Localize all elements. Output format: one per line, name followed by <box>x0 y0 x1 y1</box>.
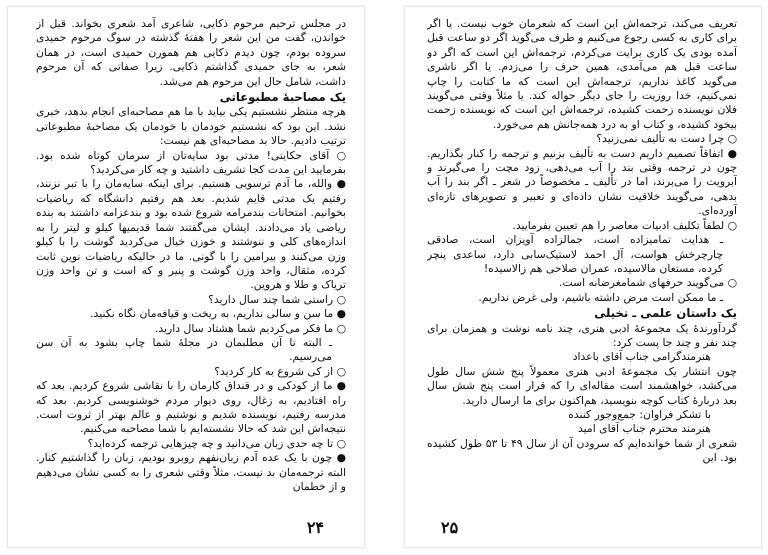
letter-signature: با تشکر فراوان: جمع‌وجور کننده <box>568 407 711 421</box>
letter-salutation: هنرمندگرامی جناب آقای باعداد <box>572 350 711 364</box>
dialogue-line: ● ما سن و سالی نداریم، به ریخت و قیافه‌مان نگاه نکنید. <box>90 307 346 321</box>
paragraph: تعریف می‌کند، ترجمه‌اش این است که شعرمان خوب نیست. یا اگر برای کاری به کسی رجوع می‌کنیم و طرف می‌گوید اگر دو ساعت قبل آمده بودی یک کاری برایت می‌کردم، ترجمه‌اش این است که اگر دو ساعت قبل هم می‌آمدی، همین حرف را می‌زدم. یا اگر ناشری می‌گوید کاغذ نداریم، ترجمه‌اش این است که ما کتابت را چاپ نمی‌کنیم، خدا روزیت را جای دیگر حواله کند. یا مثلاً وقتی می‌گویند فلان نویسنده زحمت کشیده، ترجمه‌اش این است که نویسنده زحمت بیخود کشیده، و کتاب او به درد همه‌جانش هم می‌خورد. <box>427 17 737 131</box>
page-number: ۲۴ <box>306 518 324 537</box>
dialogue-line: ○ ما فکر می‌کردیم شما هشتاد سال دارید. <box>154 321 346 335</box>
dialogue-line: ○ از کی شروع به کار کردید؟ <box>214 364 346 378</box>
paragraph: گردآورندهٔ یک مجموعهٔ ادبی هنری، چند نامه نوشت و همزمان برای چند نفر و چند جا پست کرد: <box>427 321 737 349</box>
paragraph: در مجلس ترحیم مرحوم ذکایی، شاعری آمد شعری بخواند. قبل از خواندن، گفت من این شعر را هفتهٔ گذشته در سوگ مرحوم حمیدی سروده بودم، چون دیدم ذکایی هم همورن حمیدی است، در همان شعر، به جای حمیدی گذاشتم ذکایی. زیرا صفاتی که آن مرحوم داشت، شامل حال این مرحوم هم می‌شد. <box>36 17 346 88</box>
dialogue-line: ○ آقای حکایتی! مدتی بود سایه‌تان از سرمان کوتاه شده بود. بفرمایید این مدت کجا تشریف داشتید و چه کار می‌کردید؟ <box>36 148 346 177</box>
section-heading: یک مصاحبهٔ مطبوعاتی <box>219 90 346 105</box>
paragraph: هرچه منتظر نشستیم یکی بیاید با ما هم مصاحبه‌ای انجام بدهد، خبری نشد. این بود که نشستیم خودمان با خودمان یک مصاحبهٔ مطبوعاتی ترتیب دادیم. حالا بد مصاحبه‌ای هم نیست: <box>36 105 346 148</box>
letter-salutation: هنرمند محترم جناب آقای امید <box>578 422 711 436</box>
dialogue-line: ـ ما ممکن است مرض داشته باشیم، ولی غرض نداریم. <box>478 290 723 304</box>
paragraph: شعری از شما خوانده‌ایم که سرودن آن از سال ۴۹ تا ۵۳ طول کشیده بود. این <box>427 436 737 465</box>
dialogue-line: ● ما از کودکی و در قنداق کارمان را با نقاشی شروع کردیم. بعد که راه افتادیم، به زغال، روی دیوار مردم خوشنویسی کردیم. بعد که مدرسه رفتیم، نویسنده شدیم و نوشتیم و عالم بهتر از ثروت است. نتیجه‌اش این شد که حالا نشسته‌ایم با شما مصاحبه می‌کنیم. <box>36 379 346 436</box>
right-page <box>404 6 762 548</box>
left-page <box>7 6 365 548</box>
dialogue-line: ○ چرا دست به تألیف نمی‌زنید؟ <box>596 132 737 146</box>
paragraph: چون انتشار یک مجموعهٔ ادبی هنری معمولاً پنج شش سال طول می‌کشد، خواهشمند است مقاله‌ای را که قرار است پنج شش سال بعد دربارهٔ کتاب کوچه بنویسید، هم‌اکنون برای ما ارسال دارید. <box>427 364 737 407</box>
dialogue-line: ● اتفاقاً تصمیم داریم دست به تألیف بزنیم و ترجمه را کنار بگذاریم. چون در ترجمه وقتی بند را آب می‌دهی، زود مچت را می‌گیرند و آبرویت را می‌برند، اما در تألیف ـ مخصوصاً در شعر ـ اگر بند را آب بدهی، می‌گویند خلاقیت نشان داده‌ای و تعبیر و تصویرهای تازه‌ای آورده‌ای. <box>427 146 737 218</box>
left-page-text <box>36 17 346 501</box>
page-number: ۲۵ <box>441 518 459 537</box>
dialogue-line: ـ البته تا آن مطلبمان در مجلهٔ شما چاپ بشود به آن سن می‌رسیم. <box>36 335 332 364</box>
dialogue-line: ● والله، ما آدم ترسویی هستیم. برای اینکه سایه‌مان را با تبر نزنند، رفتیم یک مدتی قایم شدیم. بعد هم رفتیم دانشگاه که ریاضیات بخوانیم. امتحانات بندمرامه شروع شده بود و بندعزامه داشتند به بنده ریاضی یاد می‌دادند. ایشان می‌گفتند شما قدیمیها کیلو و لیتر را به اندازه‌های کلی و ننوشتند و خوزن خیال می‌کردید گوشت را با کیلو وزن می‌کنند و بیرامین را با گونی. ما در حالیکه ریاضیات نوین ثابت کرده، مثقال، واحد وزن گوشت و پنیر و که است و تن واحد وزن تریاک و طلا و هروین. <box>36 177 346 292</box>
section-heading: یک داستان علمی ـ تخیلی <box>594 306 737 321</box>
right-page-text <box>427 17 737 501</box>
dialogue-line: ـ هدایت تمامیزاده است، جمالزاده آویزان است، صادقی چارچرخش هواست، آل احمد لاستیک‌سابی دارد، ساعدی پنچر کرده، مستعان مالاسیده، عمران صلاحی هم زالاسیده! <box>427 233 723 275</box>
dialogue-line: ○ لطفاً تکلیف ادبیات معاصر را هم تعیین بفرمایید. <box>512 218 737 232</box>
dialogue-line: ○ راستی شما چند سال دارید؟ <box>208 292 346 306</box>
dialogue-line: ● چون با یک عده آدم زبان‌نفهم روبرو بودیم، زبان را گذاشتیم کنار. البته ترجمه‌مان بد نیست. مثلاً وقتی شعری را به کسی نشان می‌دهیم و از خطمان <box>36 451 346 493</box>
dialogue-line: ○ تا چه حدی زبان می‌دانید و چه چیزهایی ترجمه کرده‌اید؟ <box>87 436 346 450</box>
dialogue-line: ○ می‌گویند حرفهای شما‌مغرضانه است. <box>559 276 737 290</box>
